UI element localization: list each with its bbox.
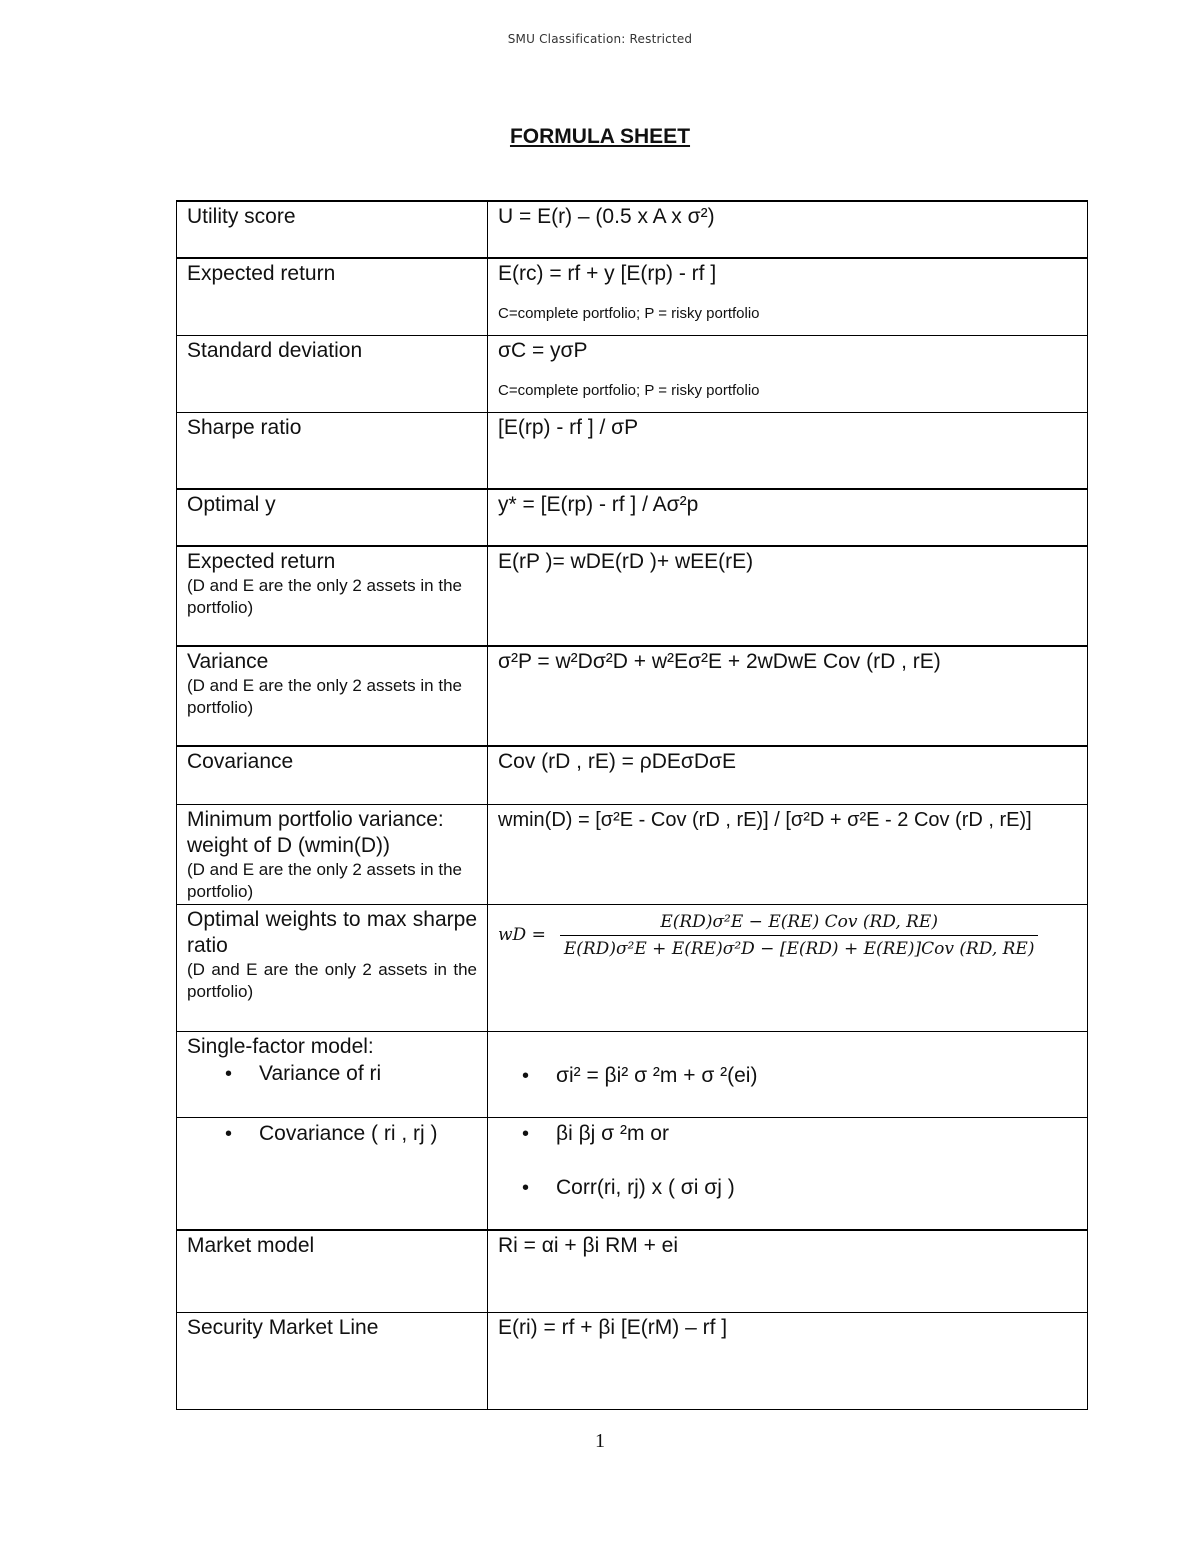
list-item: • Covariance ( ri , rj ) <box>259 1120 477 1148</box>
row-label: Security Market Line <box>177 1312 488 1409</box>
fraction-denominator: E(RD)σ²E + E(RE)σ²D − [E(RD) + E(RE)]Cov (RD, RE) <box>560 935 1039 962</box>
table-row <box>177 804 1088 904</box>
bullet-list <box>498 1120 1077 1202</box>
classification-label: SMU Classification: Restricted <box>507 32 693 46</box>
list-item: • Corr(ri, rj) x ( σi σj ) <box>556 1174 1077 1202</box>
row-formula-cell <box>488 335 1088 412</box>
fraction-parts <box>560 909 1039 962</box>
table-row <box>177 201 1088 258</box>
row-label: Optimal y <box>177 489 488 546</box>
row-label-cell <box>177 546 488 646</box>
row-note: C=complete portfolio; P = risky portfolio <box>498 381 760 399</box>
fraction-lhs: wD = <box>498 925 546 945</box>
row-label: Sharpe ratio <box>177 412 488 489</box>
row-formula: E(rc) = rf + y [E(rp) - rf ] <box>498 262 717 285</box>
row-formula: σC = yσP <box>498 338 588 362</box>
list-item: • βi βj σ ²m or <box>556 1120 1077 1148</box>
row-label-cell <box>177 904 488 1031</box>
row-label-cell <box>177 1031 488 1117</box>
page-title: FORMULA SHEET <box>509 125 691 148</box>
bullet-list <box>187 1060 477 1088</box>
row-formula: E(rP )= wDE(rD )+ wEE(rE) <box>488 546 1088 646</box>
table-row <box>177 1031 1088 1117</box>
row-formula: σ²P = w²Dσ²D + w²Eσ²E + 2wDwE Cov (rD , rE) <box>488 646 1088 746</box>
list-item: • Variance of ri <box>259 1060 477 1088</box>
formula-table <box>176 200 1088 1410</box>
table-row <box>177 646 1088 746</box>
row-label: Covariance <box>177 746 488 804</box>
row-formula: Cov (rD , rE) = ρDEσDσE <box>488 746 1088 804</box>
row-label: Variance <box>187 650 269 673</box>
page-number: 1 <box>595 1430 605 1452</box>
row-label: Expected return <box>187 550 336 573</box>
table-row <box>177 1312 1088 1409</box>
optimal-weight-fraction <box>498 909 1077 962</box>
row-formula: Ri = αi + βi RM + ei <box>488 1230 1088 1312</box>
table-row <box>177 258 1088 335</box>
row-label-cell <box>177 804 488 904</box>
row-label: Market model <box>177 1230 488 1312</box>
bullet-list <box>187 1120 477 1148</box>
row-formula-cell <box>488 1117 1088 1230</box>
table-row <box>177 546 1088 646</box>
row-formula: E(ri) = rf + βi [E(rM) – rf ] <box>488 1312 1088 1409</box>
row-label: Standard deviation <box>177 335 488 412</box>
list-item: • σi² = βi² σ ²m + σ ²(ei) <box>556 1062 1077 1090</box>
row-formula: [E(rp) - rf ] / σP <box>488 412 1088 489</box>
row-label: Single-factor model: <box>187 1034 374 1058</box>
row-label: Minimum portfolio variance: weight of D (wmin(D)) <box>187 807 444 857</box>
table-row <box>177 335 1088 412</box>
row-label: Utility score <box>177 201 488 258</box>
row-sublabel: (D and E are the only 2 assets in the portfolio) <box>187 576 462 617</box>
row-sublabel: (D and E are the only 2 assets in the portfolio) <box>187 676 462 717</box>
row-formula-cell <box>488 904 1088 1031</box>
row-sublabel: (D and E are the only 2 assets in the portfolio) <box>187 959 477 1001</box>
table-row <box>177 904 1088 1031</box>
row-formula: y* = [E(rp) - rf ] / Aσ²p <box>488 489 1088 546</box>
row-note: C=complete portfolio; P = risky portfolio <box>498 305 760 322</box>
table-row <box>177 746 1088 804</box>
table-row <box>177 1117 1088 1230</box>
row-formula-cell <box>488 1031 1088 1117</box>
bullet-list <box>498 1062 1077 1090</box>
row-formula: U = E(r) – (0.5 x A x σ²) <box>488 201 1088 258</box>
fraction-numerator: E(RD)σ²E − E(RE) Cov (RD, RE) <box>660 911 938 932</box>
row-label: Optimal weights to max sharpe ratio <box>187 907 477 957</box>
row-sublabel: (D and E are the only 2 assets in the portfolio) <box>187 859 462 901</box>
table-row <box>177 412 1088 489</box>
row-label: Expected return <box>177 258 488 335</box>
row-formula-cell <box>488 258 1088 335</box>
table-row <box>177 1230 1088 1312</box>
row-label-cell <box>177 1117 488 1230</box>
table-row <box>177 489 1088 546</box>
row-label-cell <box>177 646 488 746</box>
row-formula: wmin(D) = [σ²E - Cov (rD , rE)] / [σ²D + σ²E - 2 Cov (rD , rE)] <box>488 804 1088 904</box>
